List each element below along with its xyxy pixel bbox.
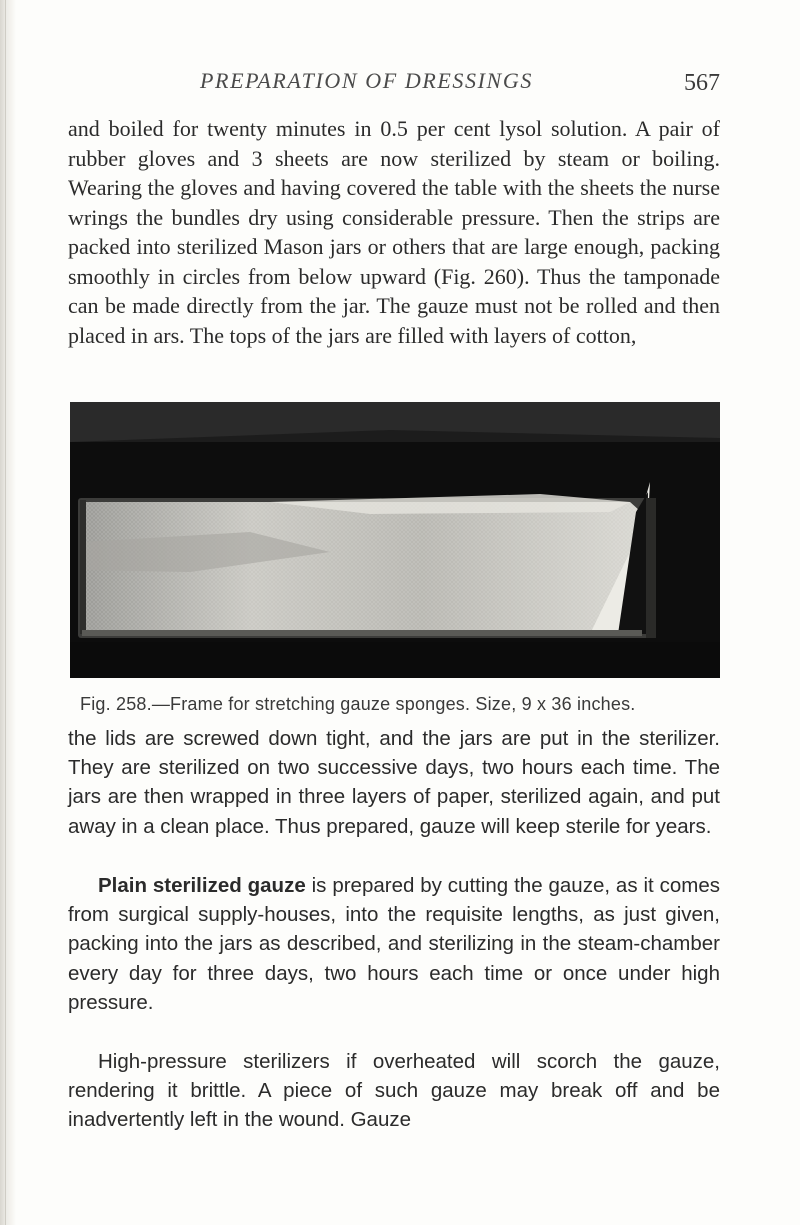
bold-lead-term: Plain sterilized gauze — [98, 874, 306, 897]
paragraph-sterilizer-procedure: the lids are screwed down tight, and the jars are put in the sterilizer. They are sterilized on two successive days, two hours each time. The jars are then wrapped in three layers of paper, sterilized again, and put away in a clean place. Thus prepared, gauze will keep sterile for years. — [68, 727, 720, 838]
paragraph-plain-sterilized-gauze — [68, 871, 720, 1017]
paragraph-body: is prepared by cutting the gauze, as it comes from surgical supply-houses, into the requisite lengths, as just given, packing into the jars as described, and sterilizing in the steam-chamber every day for three days, two hours each time or once under high pressure. — [68, 874, 720, 1014]
page-number: 567 — [684, 70, 720, 96]
figure-caption: Fig. 258.—Frame for stretching gauze sponges. Size, 9 x 36 inches. — [80, 694, 636, 714]
running-header — [200, 68, 720, 102]
paragraph-high-pressure-warning: High-pressure sterilizers if overheated will scorch the gauze, rendering it brittle. A piece of such gauze may break off and be inadvertently left in the wound. Gauze — [68, 1050, 720, 1132]
running-title: PREPARATION OF DRESSINGS — [200, 68, 533, 93]
page-binding-edge — [0, 0, 16, 1225]
paragraph-lysol-preparation: and boiled for twenty minutes in 0.5 per cent lysol solution. A pair of rubber gloves and 3 sheets are now sterilized by steam or boiling. Wearing the gloves and having covered the table with the sheets the nurse wrings the bundles dry using considerable pressure. Then the strips are packed into sterilized Mason jars or others that are large enough, packing smoothly in circles from below upward (Fig. 260). Thus the tamponade can be made directly from the jar. The gauze must not be rolled and then placed in ars. The tops of the jars are filled with layers of cotton, — [68, 116, 720, 348]
gauze-frame-illustration — [70, 402, 720, 678]
figure-gauze-frame-photo — [70, 402, 720, 678]
